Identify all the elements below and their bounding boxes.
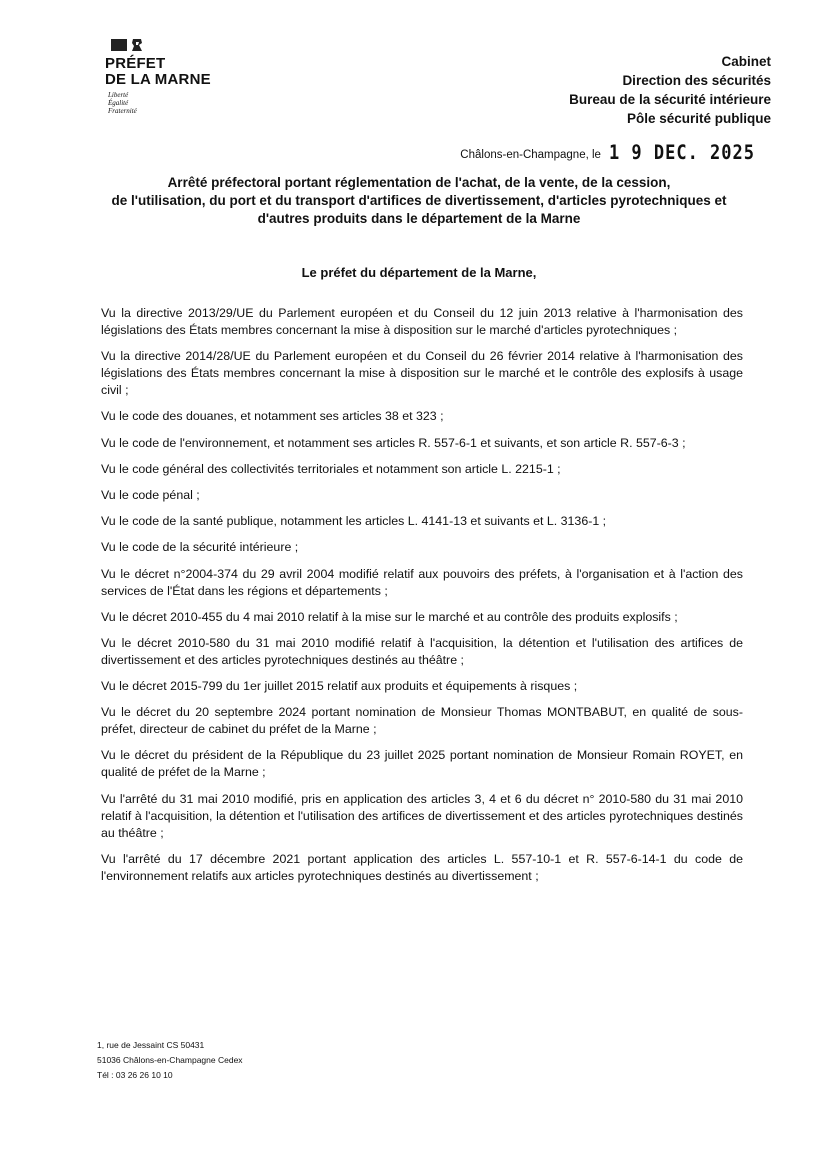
- service-line: Direction des sécurités: [622, 73, 771, 88]
- marianne-icon: [130, 38, 144, 52]
- visa-paragraph: Vu le code des douanes, et notamment ses articles 38 et 323 ;: [101, 409, 444, 424]
- visa-paragraph: Vu le code pénal ;: [101, 487, 200, 502]
- visa-paragraph: Vu le décret 2015-799 du 1er juillet 2015 relatif aux produits et équipements à risques ;: [101, 679, 578, 694]
- visa-paragraph: Vu le décret n°2004-374 du 29 avril 2004 modifié relatif aux pouvoirs des préfets, à l'organisation et à l'action des services de l'État dans les régions et départements ;: [101, 566, 743, 598]
- visa-paragraph: Vu le code de l'environnement, et notamment ses articles R. 557-6-1 et suivants, et son article R. 557-6-3 ;: [101, 435, 686, 450]
- footer-line: 1, rue de Jessaint CS 50431: [97, 1040, 205, 1050]
- service-line: Pôle sécurité publique: [626, 111, 771, 126]
- visa-paragraph: Vu le décret 2010-455 du 4 mai 2010 relatif à la mise sur le marché et au contrôle des produits explosifs ;: [101, 609, 678, 624]
- service-header: [569, 52, 771, 128]
- visa-paragraph: Vu l'arrêté du 17 décembre 2021 portant application des articles L. 557-10-1 et R. 557-6-14-1 du code de l'environnement relatifs aux articles pyrotechniques destinés au divertissement ;: [101, 851, 743, 883]
- address-footer: [97, 1038, 243, 1083]
- service-line: Cabinet: [721, 54, 771, 69]
- visa-paragraph: Vu le décret du 20 septembre 2024 portant nomination de Monsieur Thomas MONTBABUT, en qualité de sous-préfet, directeur de cabinet du préfet de la Marne ;: [101, 705, 743, 737]
- footer-line: 51036 Châlons-en-Champagne Cedex: [97, 1055, 243, 1065]
- date-place: Châlons-en-Champagne, le: [460, 149, 601, 161]
- service-line: Bureau de la sécurité intérieure: [569, 92, 771, 107]
- date-line: [460, 143, 755, 163]
- visa-paragraph: Vu l'arrêté du 31 mai 2010 modifié, pris en application des articles 3, 4 et 6 du décret n° 2010-580 du 31 mai 2010 relatif à l'acquisition, la détention et l'utilisation des artifices de divertissement et des articles pyrotechniques destinés au théâtre ;: [101, 791, 743, 840]
- prefecture-logo: [105, 38, 211, 115]
- intro-line: Le préfet du département de la Marne,: [301, 265, 537, 280]
- visa-paragraph: Vu le décret 2010-580 du 31 mai 2010 modifié relatif à l'acquisition, la détention et l'utilisation des artifices de divertissement et des articles pyrotechniques destinés au théâtre ;: [101, 635, 743, 667]
- logo-motto: Liberté Égalité Fraternité: [108, 91, 137, 115]
- visa-paragraph: Vu le code général des collectivités territoriales et notamment son article L. 2215-1 ;: [101, 461, 561, 476]
- marianne-emblem: [111, 38, 211, 52]
- visa-paragraph: Vu le code de la sécurité intérieure ;: [101, 540, 299, 555]
- visa-paragraph: Vu le décret du président de la République du 23 juillet 2025 portant nomination de Monsieur Romain ROYET, en qualité de préfet de la Marne ;: [101, 748, 743, 780]
- visa-paragraph: Vu la directive 2014/28/UE du Parlement européen et du Conseil du 26 février 2014 relative à l'harmonisation des législations des États membres concernant la mise à disposition sur le marché et le contrôle des explosifs à usage civil ;: [101, 349, 743, 398]
- visa-paragraph: Vu le code de la santé publique, notamment les articles L. 4141-13 et suivants et L. 3136-1 ;: [101, 514, 607, 529]
- visa-list: [101, 305, 743, 894]
- logo-title: PRÉFET DE LA MARNE: [105, 55, 211, 88]
- footer-line: Tél : 03 26 26 10 10: [97, 1070, 173, 1080]
- visa-paragraph: Vu la directive 2013/29/UE du Parlement européen et du Conseil du 12 juin 2013 relative à l'harmonisation des législations des États membres concernant la mise à disposition sur le marché d'articles pyrotechniques ;: [101, 306, 743, 337]
- date-stamp: 1 9 DEC. 2025: [608, 141, 755, 165]
- document-title: Arrêté préfectoral portant réglementation de l'achat, de la vente, de la cession, de l'utilisation, du port et du transport d'artifices de divertissement, d'articles pyrotechniques et d'autres produits dans le département de la Marne: [111, 175, 727, 226]
